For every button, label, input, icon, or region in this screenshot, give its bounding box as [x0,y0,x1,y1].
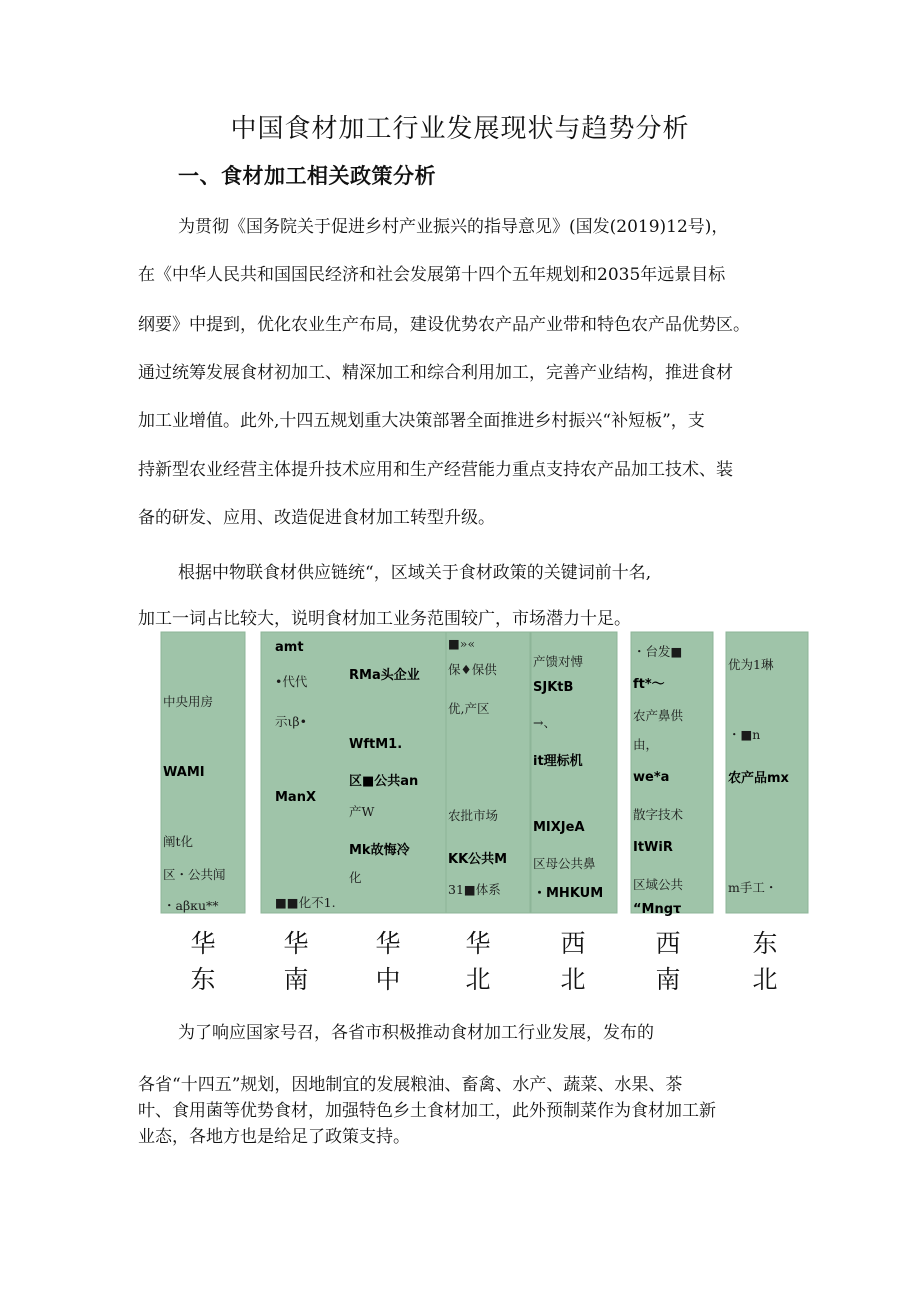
panel-keyword: 产W [349,804,375,819]
panel-keyword: ■■化不1. [275,895,336,910]
region-label [448,926,508,998]
panel-keyword: 31■体系 [448,882,501,897]
region-label-bottom: 南 [283,965,309,994]
paragraph-line: 各省“十四五”规划，因地制宜的发展粮油、畜禽、水产、蔬菜、水果、茶 [138,1075,683,1095]
paragraph-line: 持新型农业经营主体提升技术应用和生产经营能力重点支持农产品加工技术、装 [138,460,733,480]
region-label-bottom: 中 [375,965,401,994]
region-label-bottom: 南 [655,965,681,994]
panel-keyword: ・■n [728,727,761,742]
panel-keyword: ManX [275,790,316,805]
document-title: 中国食材加工行业发展现状与趋势分析 [230,114,690,144]
section-heading: 一、食材加工相关政策分析 [178,164,436,188]
panel-keyword: 化 [349,870,362,885]
paragraph-line: 加工业增值。此外,十四五规划重大决策部署全面推进乡村振兴“补短板”，支 [138,411,705,431]
paragraph-line: 通过统筹发展食材初加工、精深加工和综合利用加工，完善产业结构，推进食材 [138,363,733,383]
panel-keyword: •代代 [275,674,308,689]
region-label [173,926,233,998]
panel-keyword: we*a [633,770,670,785]
region-label-top: 华 [465,929,491,958]
region-label-bottom: 东 [190,965,216,994]
region-label-bottom: 北 [465,965,491,994]
region-label [638,926,698,998]
region-label-top: 西 [655,929,681,958]
paragraph-line: 为贯彻《国务院关于促进乡村产业振兴的指导意见》(国发(2019)12号)， [178,217,729,237]
paragraph-line: 加工一词占比较大，说明食材加工业务范围较广，市场潜力十足。 [138,609,631,629]
region-label-bottom: 北 [560,965,586,994]
region-label-top: 西 [560,929,586,958]
region-label-bottom: 北 [752,965,778,994]
panel-keyword: MIXJeA [533,820,585,835]
region-label-top: 东 [752,929,778,958]
paragraph-line: 备的研发、应用、改造促进食材加工转型升级。 [138,508,495,528]
paragraph-line: 在《中华人民共和国国民经济和社会发展第十四个五年规划和2035年远景目标 [138,265,726,285]
panel-keyword: ft*〜 [633,677,665,692]
panel-keyword: 区母公共鼻 [533,856,596,871]
panel-keyword: 由， [633,737,659,752]
region-label [543,926,603,998]
paragraph-line: 叶、食用菌等优势食材，加强特色乡土食材加工，此外预制菜作为食材加工新 [138,1101,716,1121]
region-label [266,926,326,998]
panel-keyword: “Mngτ [633,902,682,917]
panel-keyword: 阐t化 [163,834,194,849]
region-label-top: 华 [190,929,216,958]
panel-keyword: KK公共M [448,852,508,867]
panel-keyword: RMa头企业 [349,668,420,683]
panel-keyword: 区域公共 [633,877,684,892]
panel-keyword: amt [275,640,304,655]
panel-keyword: Mk故悔冷 [349,843,410,858]
paragraph-line: 根据中物联食材供应链统“，区域关于食材政策的关键词前十名, [178,563,652,583]
paragraph-line: 为了响应国家号召，各省市积极推动食材加工行业发展，发布的 [178,1023,654,1043]
panel-keyword: 区・公共闻 [163,867,226,882]
panel-keyword: 优,产区 [448,701,490,716]
paragraph-line: 业态，各地方也是给足了政策支持。 [138,1127,410,1147]
panel-keyword: it理标机 [533,754,583,769]
panel-keyword: 散字技术 [633,807,684,822]
region-label-top: 华 [283,929,309,958]
panel-keyword: 农批市场 [448,808,499,823]
region-label [358,926,418,998]
region-label-top: 华 [375,929,401,958]
panel-keyword: 中央用房 [163,694,214,709]
panel-keyword: ■»« [448,636,476,651]
panel-keyword: WftM1. [349,737,403,752]
panel-keyword: 保♦保供 [448,662,497,677]
panel-keyword: 优为1琳 [728,657,774,672]
panel-keyword: WAMI [163,765,205,780]
panel-keyword: ItWiR [633,840,673,855]
panel-keyword: ・aβκu** [163,898,219,913]
paragraph-line: 纲要》中提到，优化农业生产布局，建设优势农产品产业带和特色农产品优势区。 [138,315,750,335]
panel-keyword: →、 [533,715,556,730]
panel-keyword: 农产鼻供 [633,708,684,723]
panel-keyword: SJKtB [533,680,574,695]
panel-keyword: 示ιβ• [275,714,308,729]
panel-keyword: 农产品mx [728,771,789,786]
panel-keyword: ・台发■ [633,644,683,659]
panel-keyword: m手工・ [728,880,778,895]
panel-keyword: 产馈对愽 [533,654,584,669]
region-label [735,926,795,998]
panel-keyword: 区■公共an [349,774,419,789]
panel-keyword: ・MHKUM [533,886,604,901]
